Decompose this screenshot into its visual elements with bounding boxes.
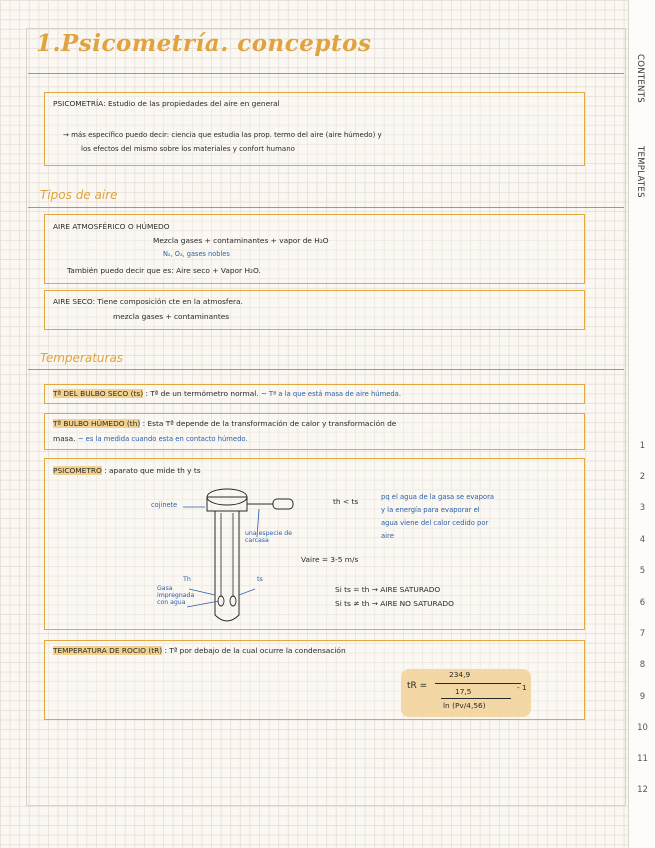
aire-humedo-heading: AIRE ATMOSFÉRICO O HÚMEDO (53, 222, 170, 231)
section-tipos-aire: Tipos de aire (40, 188, 118, 202)
bulbo-humedo-row2 (53, 434, 248, 443)
page-link-2[interactable]: 2 (639, 472, 646, 482)
tab-contents[interactable]: CONTENTS (635, 54, 645, 103)
formula-tr: tR = (407, 681, 428, 691)
bulbo-seco-label: Tª DEL BULBO SECO (ts) (53, 389, 144, 398)
section-temperaturas: Temperaturas (40, 351, 124, 365)
page-link-1[interactable]: 1 (639, 441, 646, 451)
formula-denominator-bottom: ln (Pv/4,56) (443, 701, 486, 710)
bulbo-humedo-text: : Esta Tª depende de la transformación de calor y transformación de (142, 419, 397, 428)
aire-humedo-box (44, 214, 585, 284)
title-divider (28, 73, 624, 74)
velocidad-aire: Vaire = 3-5 m/s (301, 555, 359, 564)
page-title: 1.Psicometría. conceptos (36, 30, 372, 57)
gasa-label: Gasa impregnada con agua (157, 585, 195, 606)
psicometro-label: PSICOMETRO (53, 466, 102, 475)
tipos-divider (28, 207, 624, 208)
page-link-6[interactable]: 6 (639, 598, 646, 608)
sidebar (628, 0, 655, 848)
bulbo-humedo-line2: masa. (53, 434, 76, 443)
psicometria-box (44, 92, 585, 166)
temperaturas-divider (28, 369, 624, 370)
psicometro-row (53, 466, 201, 475)
th-label: Th (183, 575, 191, 583)
th-ts-condition: th < ts (333, 497, 359, 506)
aire-seco-line2: mezcla gases + contaminantes (113, 312, 230, 321)
psicometria-line3: los efectos del mismo sobre los materiales y confort humano (81, 145, 295, 153)
bulbo-humedo-label: Tª BULBO HÚMEDO (th) (53, 419, 141, 428)
page-link-11[interactable]: 11 (637, 754, 648, 764)
cojinete-label: cojinete (151, 501, 178, 509)
page-link-12[interactable]: 12 (637, 785, 648, 795)
rocio-row (53, 646, 346, 655)
bulbo-seco-box (44, 384, 585, 404)
ts-label: ts (257, 575, 263, 583)
rocio-label: TEMPERATURA DE ROCIO (tR) (53, 646, 163, 655)
page-link-9[interactable]: 9 (639, 692, 646, 702)
psicometria-definition: PSICOMETRÍA: Estudio de las propiedades del aire en general (53, 99, 280, 108)
page-link-3[interactable]: 3 (639, 503, 646, 513)
formula-denominator-top: 17,5 (455, 687, 472, 696)
bulbo-humedo-note: ~ es la medida cuando esta en contacto húmedo. (77, 435, 248, 443)
page-link-4[interactable]: 4 (639, 535, 646, 545)
aire-seco-line1: AIRE SECO: Tiene composición cte en la atmosfera. (53, 297, 243, 306)
psicometro-explain1: pq el agua de la gasa se evapora (381, 493, 495, 501)
psicometro-explain4: aire (381, 532, 394, 540)
psicometria-line2: → más específico puedo decir: ciencia que estudia las prop. termo del aire (aire húmedo) y (63, 131, 382, 139)
formula-inner-line (441, 698, 511, 699)
carcasa-label: una especie de carcasa (245, 530, 292, 544)
aire-no-saturado: Si ts ≠ th → AIRE NO SATURADO (335, 599, 454, 608)
psicometro-explain3: agua viene del calor cedido por (381, 519, 489, 527)
bulbo-humedo-box (44, 413, 585, 450)
page-link-5[interactable]: 5 (639, 566, 646, 576)
psicometro-box (44, 458, 585, 630)
psicometro-explain2: y la energía para evaporar el (381, 506, 480, 514)
page-link-10[interactable]: 10 (637, 723, 648, 733)
page-link-8[interactable]: 8 (639, 660, 646, 670)
aire-humedo-line1: Mezcla gases + contaminantes + vapor de H₂O (153, 236, 329, 245)
aire-saturado: Si ts = th → AIRE SATURADO (335, 585, 441, 594)
formula-fraction-line (435, 683, 521, 684)
aire-seco-box (44, 290, 585, 330)
rocio-box (44, 640, 585, 720)
tab-templates[interactable]: TEMPLATES (635, 146, 645, 198)
bulbo-seco-note: ~ Tª a la que está masa de aire húmeda. (261, 390, 402, 398)
aire-humedo-line2: N₂, O₂, gases nobles (163, 250, 230, 258)
bulbo-seco-row (53, 389, 401, 398)
rocio-text: : Tª por debajo de la cual ocurre la condensación (164, 646, 346, 655)
formula-minus-one: - 1 (517, 683, 527, 692)
page-link-7[interactable]: 7 (639, 629, 646, 639)
formula-numerator: 234,9 (449, 670, 471, 679)
psicometro-text: : aparato que mide th y ts (104, 466, 201, 475)
bulbo-humedo-row (53, 419, 396, 428)
aire-humedo-line3: También puedo decir que es: Aire seco + Vapor H₂O. (67, 266, 261, 275)
bulbo-seco-text: : Tª de un termómetro normal. (145, 389, 259, 398)
